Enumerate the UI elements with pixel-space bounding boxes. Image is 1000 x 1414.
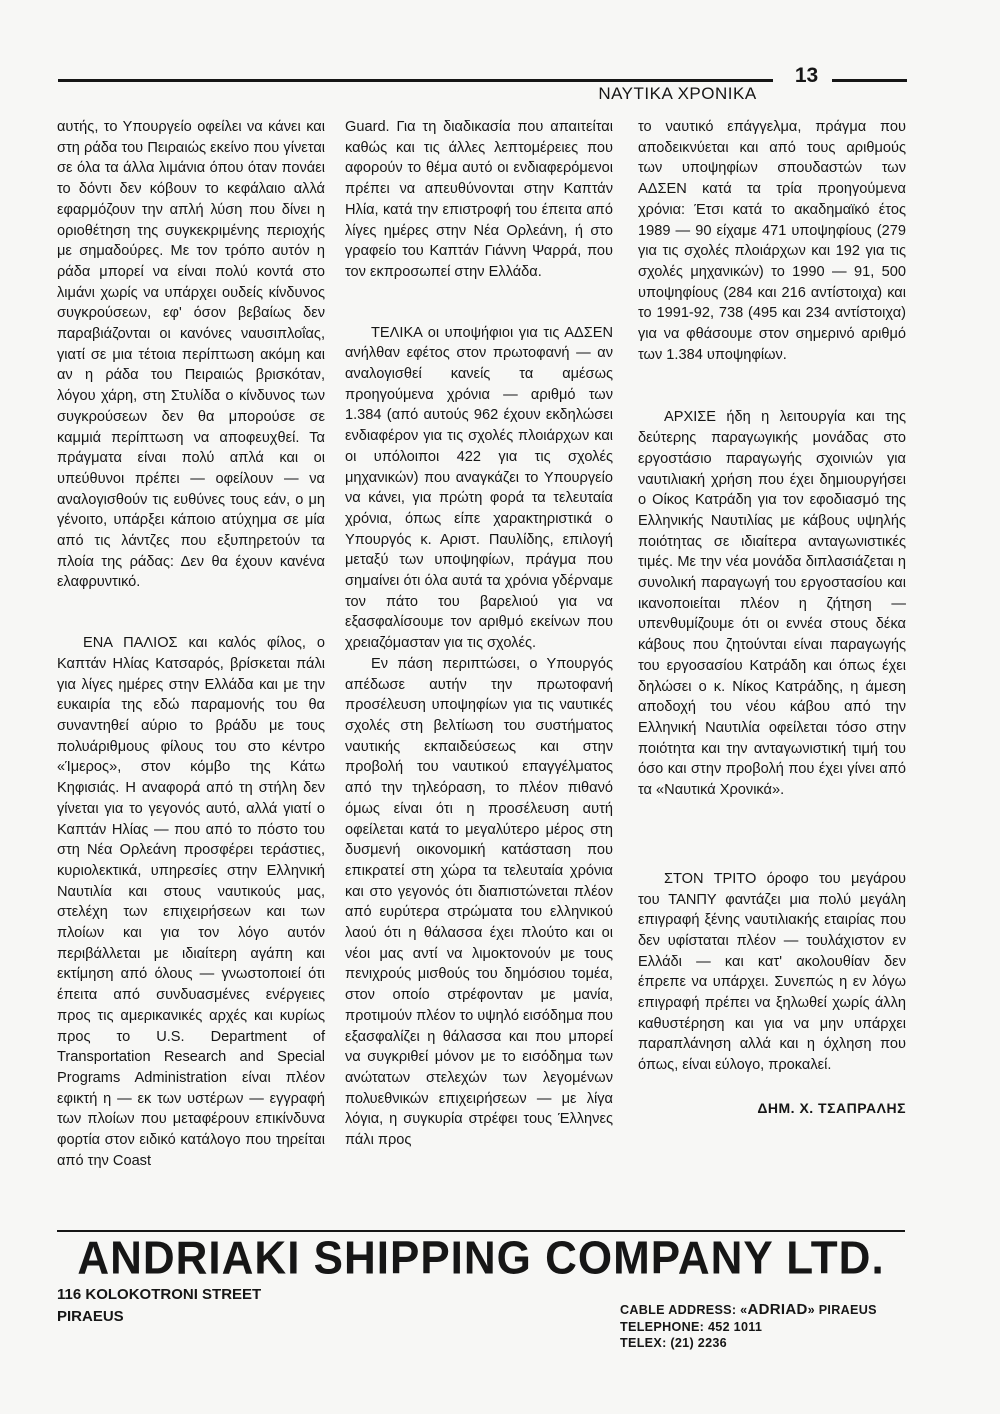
advertisement-company-name: ANDRIAKI SHIPPING COMPANY LTD. bbox=[77, 1232, 885, 1285]
header-rule-left bbox=[58, 79, 773, 82]
paragraph: ΤΕΛΙΚΑ οι υποψήφιοι για τις ΑΔΣΕΝ ανήλθαν εφέτος στον πρωτοφανή — αν αναλογισθεί κανείς τα αμέσως προηγούμενα χρόνια — αριθμό των 1.384 (από αυτούς 962 έχουν εκδηλώσει ενδιαφέρον για τις σχολές πλοιάρχων και οι υπόλοιποι 422 για τις σχολές μηχανικών) που αναγκάζει το Υπουργείο να κάνει, για πρώτη φορά τα τελευταία χρόνια, όπως είπε χαρακτηριστικά ο Υπουργός κ. Αριστ. Παυλίδης, επιλογή μεταξύ των υποψηφίων, πράγμα που σημαίνει ότι όλα αυτά τα χρόνια γδέρναμε τον πάτο του βαρελιού για να εξασφαλίσουμε τον αριθμό εκείνων που χρειαζόμασταν για τις σχολές. bbox=[345, 324, 613, 652]
address-street: 116 KOLOKOTRONI STREET bbox=[57, 1286, 262, 1303]
paragraph: ΣΤΟΝ ΤΡΙΤΟ όροφο του μεγάρου του ΤΑΝΠΥ φαντάζει μια πολύ μεγάλη επιγραφή ξένης ναυτιλιακής εταιρίας που δεν υφίσταται πλέον — τουλάχιστον εν Ελλάδι — και κατ' ακολουθίαν δεν έπρεπε να υπάρχει. Συνεπώς η εν λόγω επιγραφή πρέπει να ξηλωθεί χωρίς άλλη καθυστέρηση και για να μην υπάρχει παραπλάνηση αλλά και η όχληση που όπως, είναι εύλογο, προκαλεί. bbox=[638, 870, 906, 1074]
paragraph: αυτής, το Υπουργείο οφείλει να κάνει και στη ράδα του Πειραιώς εκείνο που γίνεται σε όλα τα άλλα λιμάνια όπου όταν πονάει το δόντι δεν κόβουν το κεφάλαιο αλλά εφαρμόζουν την απλή λύση που δίνει η οριοθέτηση της συγκεκριμένης περιοχής με σημαδούρες. Με τον τρόπο αυτόν η ράδα μπορεί να είναι πολύ κοντά στο λιμάνι χωρίς να υπάρχει ουδείς κίνδυνος συγκρούσεων, εφ' όσον βεβαίως δεν παραβιάζονται οι κανόνες ναυσιπλοΐας, γιατί σε μια τέτοια περίπτωση ακόμη και αν η ράδα του Πειραιώς βρισκόταν, λόγου χάρη, στη Στυλίδα ο κίνδυνος των συγκρούσεων δεν θα μπορούσε σε καμμιά περίπτωση να αποφευχθεί. Τα πράγματα είναι πολύ απλά και οι υπεύθυνοι πρέπει — οφείλουν — να αναλογισθούν τις ευθύνες τους εάν, ο μη γένοιτο, υπάρξει κάποιο ατύχημα σε μία από τις λάντζες που εξυπηρετούν τα πλοία της ράδας: Δεν θα έχουν κανένα ελαφρυντικό. bbox=[57, 119, 325, 591]
address-city: PIRAEUS bbox=[57, 1308, 124, 1325]
cable-brand: ADRIAD bbox=[747, 1301, 808, 1318]
cable-prefix: CABLE ADDRESS: « bbox=[620, 1303, 748, 1317]
article-column-3 bbox=[638, 117, 906, 1119]
advertisement-address bbox=[57, 1284, 387, 1328]
article-column-1 bbox=[57, 117, 325, 1171]
paragraph: ΕΝΑ ΠΑΛΙΟΣ και καλός φίλος, ο Καπτάν Ηλίας Κατσαρός, βρίσκεται πάλι για λίγες ημέρες στην Ελλάδα και με την ευκαιρία της εδώ παραμονής του θα συναντηθεί αύριο το βράδυ με τους πολυάριθμους φίλους του στο κέντρο «Ίμερος», στον κόμβο της Κάτω Κηφισιάς. Η αναφορά από τη στήλη δεν γίνεται για το γεγονός αυτό, αλλά γιατί ο Καπτάν Ηλίας — που από το πόστο του στη Νέα Ορλεάνη προσφέρει τεράστιες, κυριολεκτικά, υπηρεσίες στην Ελληνική Ναυτιλία και στους ναυτικούς μας, στελέχη των επιχειρήσεων και των πλοίων και για τον λόγο αυτόν περιβάλλεται με ιδιαίτερη αγάπη και εκτίμηση από όλους — γνωστοποιεί ότι έπειτα από συνδυασμένες ενέργειες προς τις αμερικανικές αρχές και κυρίως προς το U.S. Department of Transportation Research and Special Programs Administration είναι πλέον εφικτή η — εκ των υστέρων — εγγραφή των πλοίων που μεταφέρουν επικίνδυνα φορτία στον ειδικό κατάλογο που τηρείται από την Coast bbox=[57, 635, 325, 1169]
cable-suffix: » PIRAEUS bbox=[807, 1303, 877, 1317]
masthead: ΝΑΥΤΙΚΑ ΧΡΟΝΙΚΑ bbox=[598, 84, 757, 103]
page-number: 13 bbox=[794, 64, 819, 87]
advertisement-contact bbox=[620, 1302, 910, 1352]
author-signature: ΔΗΜ. Χ. ΤΣΑΠΡΑΛΗΣ bbox=[757, 1099, 906, 1116]
advertisement-rule bbox=[57, 1230, 905, 1232]
paragraph: Guard. Για τη διαδικασία που απαιτείται καθώς και τις άλλες λεπτομέρειες που αφορούν το θέμα αυτό οι ενδιαφερόμενοι πρέπει να απευθύνονται στην Καπτάν Ηλία, κατά την επιστροφή του έπειτα από λίγες ημέρες στην Νέα Ορλεάνη, ή στο γραφείο του Καπτάν Γιάννη Ψαρρά, που τον εκπροσωπεί στην Ελλάδα. bbox=[345, 119, 613, 280]
paragraph: το ναυτικό επάγγελμα, πράγμα που αποδεικνύεται και από τους αριθμούς των υποψηφίων σπουδαστών των ΑΔΣΕΝ κατά τα τρία προηγούμενα χρόνια: Έτσι κατά το ακαδημαϊκό έτος 1989 — 90 είχαμε 471 υποψηφίους (279 για τις σχολές πλοιάρχων και 192 για τις σχολές μηχανικών) το 1990 — 91, 500 υποψηφίους (284 και 216 αντίστοιχα) και το 1991-92, 738 (495 και 234 αντίστοιχα) για να φθάσουμε στον σημερινό αριθμό των 1.384 υποψηφίων. bbox=[638, 119, 906, 363]
header-rule-right bbox=[832, 79, 907, 82]
telex: TELEX: (21) 2236 bbox=[620, 1336, 727, 1350]
paragraph: ΑΡΧΙΣΕ ήδη η λειτουργία και της δεύτερης παραγωγικής μονάδας στο εργοστάσιο παραγωγής σχοινιών για ναυτιλιακή χρήση που έχει δημιουργήσει ο Οίκος Κατράδη για τον εφοδιασμό της Ελληνικής Ναυτιλίας με κάβους υψηλής ποιότητας σε ιδιαίτερα ανταγωνιστικές τιμές. Με την νέα μονάδα διπλασιάζεται η συνολική παραγωγή του εργοστασίου και ικανοποιείται πλέον η ζήτηση — υπενθυμίζουμε ότι οι εννέα στους δέκα κάβους που ζητούνται είναι παραγωγής του εργοσασίου Κατράδη και όπως έχει δηλώσει ο κ. Νίκος Κατράδης, η άμεση αποδοχή του νέου κάβου από την Ελληνική Ναυτιλία οφείλεται τόσο στην ποιότητα και την ανταγωνιστική τιμή του όσο και στην προβολή που έχει γίνει από τα «Ναυτικά Χρονικά». bbox=[638, 409, 906, 799]
article-column-2 bbox=[345, 117, 613, 1151]
cable-address bbox=[620, 1302, 910, 1319]
telephone: TELEPHONE: 452 1011 bbox=[620, 1319, 763, 1334]
paragraph: Εν πάση περιπτώσει, ο Υπουργός απέδωσε αυτήν την πρωτοφανή προσέλευση υποψηφίων για τις ναυτικές σχολές στη βελτίωση του συστήματος ναυτικής εκπαιδεύσεως και στην προβολή του ναυτικού επαγγέλματος από την τηλεόραση, το πλέον πιθανό όμως είναι ότι η προσέλευση αυτή οφείλεται κατά το μεγαλύτερο μέρος στη δυσμενή οικονομική κατάσταση που επικρατεί στη χώρα τα τελευταία χρόνια και στο γεγονός ότι διαπιστώνεται πλέον από ευρύτερα στρώματα του ελληνικού λαού ότι η θάλασσα έχει πλούτο και οι νέοι μας αντί να λιμοκτονούν με τους πενιχρούς μισθούς του δημόσιου τομέα, στον οποίο στρέφονταν με μανία, προτιμούν πλέον το υψηλό εισόδημα που εξασφαλίζει η θάλασσα και που μπορεί να συγκριθεί μόνον με το εισόδημα των ανώτατων στελεχών των λεγομένων πολυεθνικών επιχειρήσεων — με λίγα λόγια, η συγκυρία στρέφει τους Έλληνες πάλι προς bbox=[345, 655, 613, 1149]
